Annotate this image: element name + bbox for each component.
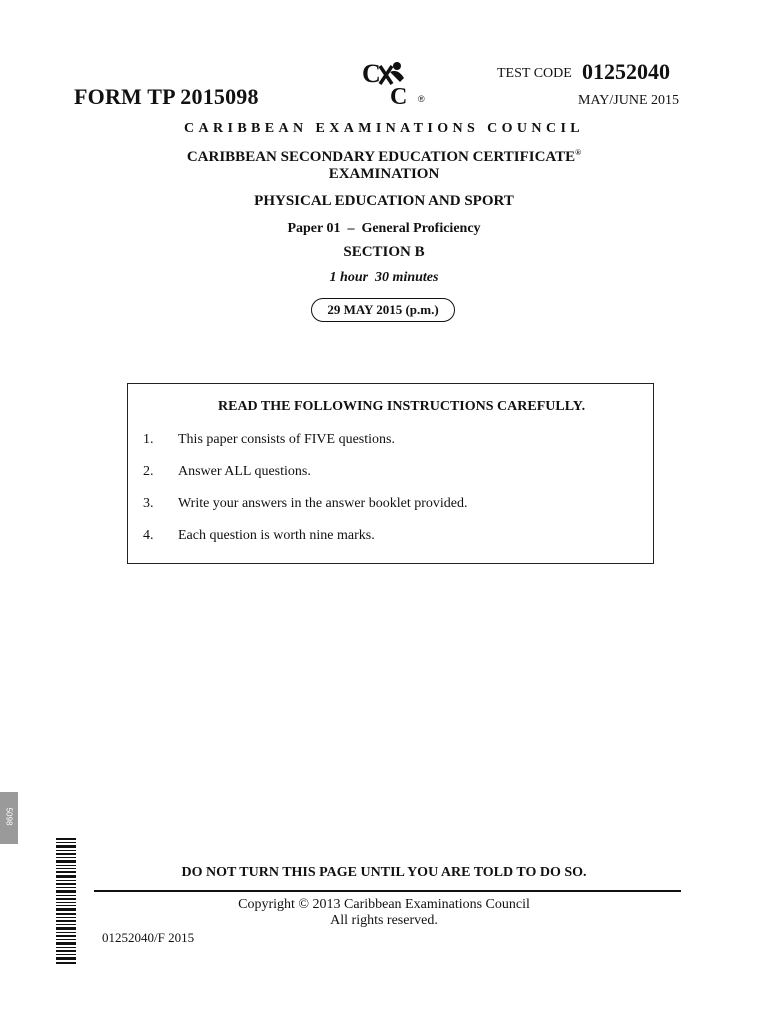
paper-label: Paper 01 – General Proficiency (287, 221, 481, 236)
instruction-number: 2. (143, 464, 154, 479)
side-tab (0, 792, 18, 844)
certificate-registered-mark: ® (575, 148, 582, 157)
test-code-value: 01252040 (582, 59, 670, 84)
cxc-logo-icon (360, 58, 432, 106)
instruction-text: Answer ALL questions. (178, 464, 311, 479)
council-name: CARIBBEAN EXAMINATIONS COUNCIL (183, 121, 585, 136)
cxc-logo (360, 58, 432, 106)
exam-duration: 1 hour 30 minutes (329, 270, 439, 285)
instruction-number: 3. (143, 496, 154, 511)
certificate-title (0, 148, 768, 166)
instruction-text: This paper consists of FIVE questions. (178, 432, 395, 447)
do-not-turn-warning: DO NOT TURN THIS PAGE UNTIL YOU ARE TOLD TO DO SO. (181, 865, 587, 880)
instructions-heading: READ THE FOLLOWING INSTRUCTIONS CAREFULLY. (218, 399, 586, 414)
certificate-title-text: CARIBBEAN SECONDARY EDUCATION CERTIFICATE (186, 149, 576, 165)
test-code-label: TEST CODE (497, 66, 572, 81)
svg-text:C: C (362, 59, 381, 88)
subject-title: PHYSICAL EDUCATION AND SPORT (254, 193, 514, 209)
rights-reserved: All rights reserved. (330, 913, 438, 928)
section-label: SECTION B (343, 244, 425, 260)
exam-session: MAY/JUNE 2015 (578, 93, 679, 108)
instruction-text: Each question is worth nine marks. (178, 528, 375, 543)
form-tp-number: FORM TP 2015098 (74, 84, 259, 109)
svg-text:C: C (390, 84, 408, 106)
instruction-number: 1. (143, 432, 154, 447)
logo-registered-mark: ® (418, 94, 425, 104)
instructions-box (127, 383, 654, 564)
instruction-number: 4. (143, 528, 154, 543)
examination-label: EXAMINATION (328, 166, 440, 182)
exam-date: 29 MAY 2015 (p.m.) (311, 298, 455, 322)
copyright-notice: Copyright © 2013 Caribbean Examinations Council (238, 897, 530, 912)
instruction-text: Write your answers in the answer booklet provided. (178, 496, 468, 511)
footer-divider (94, 890, 681, 892)
paper-code: 01252040/F 2015 (102, 930, 195, 945)
side-tab-label: 5098 (4, 807, 14, 826)
